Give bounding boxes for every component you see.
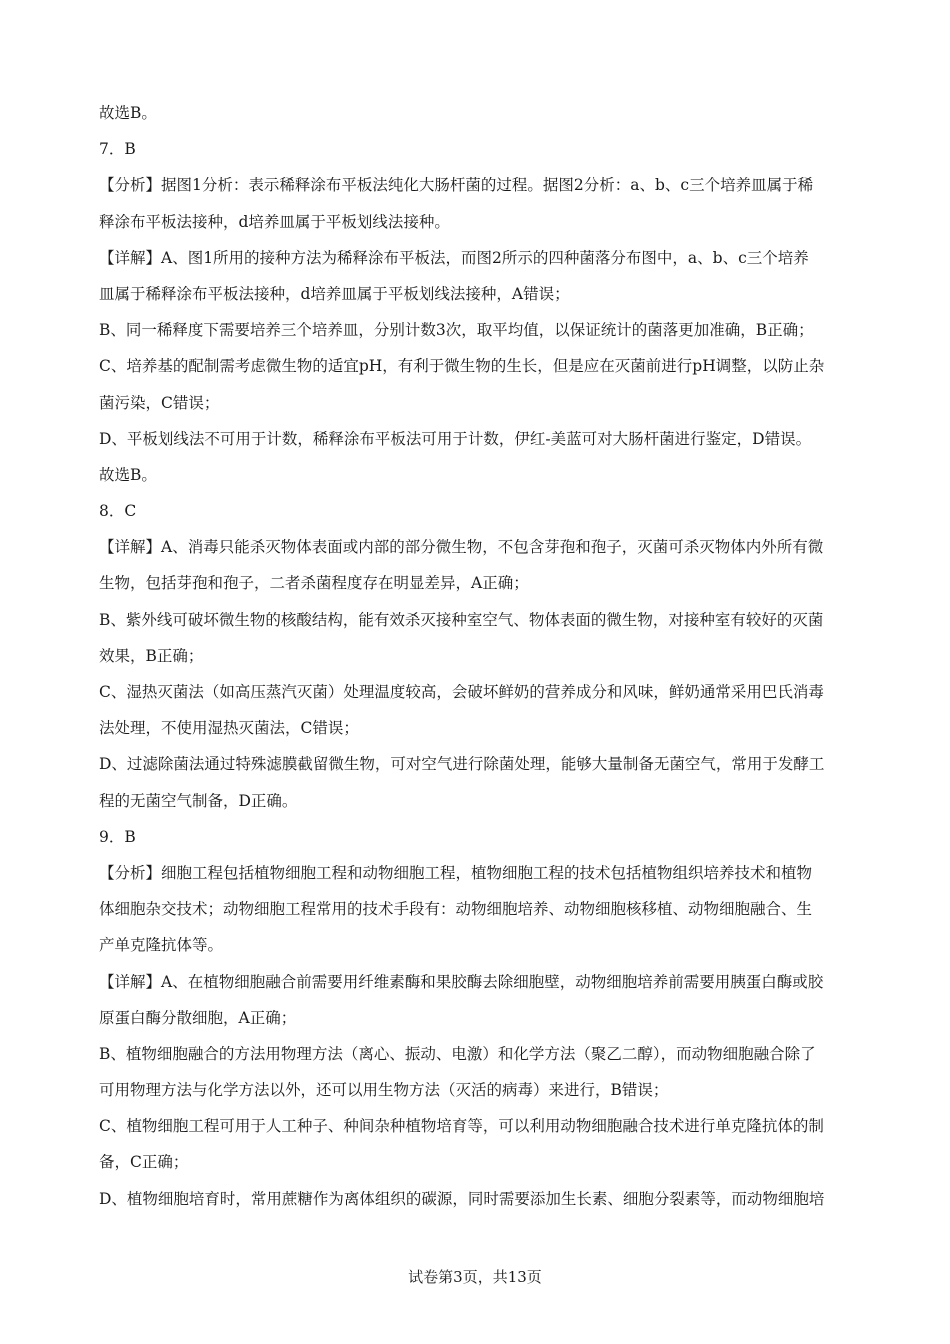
text-line: B、紫外线可破坏微生物的核酸结构，能有效杀灭接种室空气、物体表面的微生物，对接种室有较好的灭菌	[99, 610, 824, 629]
text-line: D、植物细胞培育时，常用蔗糖作为离体组织的碳源，同时需要添加生长素、细胞分裂素等，而动物细胞培	[99, 1189, 825, 1208]
text-line: C、湿热灭菌法（如高压蒸汽灭菌）处理温度较高，会破坏鲜奶的营养成分和风味，鲜奶通常采用巴氏消毒	[99, 683, 824, 701]
text-line: 产单克隆抗体等。	[99, 936, 224, 955]
page-footer: 试卷第3页，共13页	[408, 1268, 542, 1286]
question-number: 8．C	[99, 502, 137, 521]
text-line: 【详解】A、消毒只能杀灭物体表面或内部的部分微生物，不包含芽孢和孢子，灭菌可杀灭物体内外所有微	[99, 538, 824, 557]
text-line: 【详解】A、在植物细胞融合前需要用纤维素酶和果胶酶去除细胞壁，动物细胞培养前需要用胰蛋白酶或胶	[99, 972, 824, 991]
text-line: D、过滤除菌法通过特殊滤膜截留微生物，可对空气进行除菌处理，能够大量制备无菌空气，常用于发酵工	[99, 755, 825, 774]
text-line: 体细胞杂交技术；动物细胞工程常用的技术手段有：动物细胞培养、动物细胞核移植、动物细胞融合、生	[99, 900, 813, 919]
text-line: 可用物理方法与化学方法以外，还可以用生物方法（灭活的病毒）来进行，B错误；	[99, 1081, 669, 1100]
text-line: 程的无菌空气制备，D正确。	[99, 791, 298, 810]
text-line: 释涂布平板法接种，d培养皿属于平板划线法接种。	[99, 212, 450, 231]
text-line: B、同一稀释度下需要培养三个培养皿，分别计数3次，取平均值，以保证统计的菌落更加准确，B正确；	[99, 321, 814, 340]
text-line: 菌污染，C错误；	[99, 393, 220, 412]
text-line: 【分析】细胞工程包括植物细胞工程和动物细胞工程，植物细胞工程的技术包括植物组织培养技术和植物	[99, 863, 813, 882]
text-line: B、植物细胞融合的方法用物理方法（离心、振动、电激）和化学方法（聚乙二醇），而动物细胞融合除了	[99, 1044, 816, 1063]
text-line: 备，C正确；	[99, 1153, 189, 1172]
text-line: C、植物细胞工程可用于人工种子、种间杂种植物培育等，可以利用动物细胞融合技术进行单克隆抗体的制	[99, 1117, 824, 1136]
text-line: 故选B。	[99, 465, 157, 484]
question-number: 9．B	[99, 827, 136, 846]
text-line: 生物，包括芽孢和孢子，二者杀菌程度存在明显差异，A正确；	[99, 574, 529, 593]
text-line: 原蛋白酶分散细胞，A正确；	[99, 1008, 297, 1027]
text-line: 【详解】A、图1所用的接种方法为稀释涂布平板法，而图2所示的四种菌落分布图中，a、b、c三个培养	[99, 248, 809, 267]
text-line: 故选B。	[99, 104, 157, 122]
text-line: 【分析】据图1分析：表示稀释涂布平板法纯化大肠杆菌的过程。据图2分析：a、b、c三个培养皿属于稀	[99, 176, 814, 195]
text-line: C、培养基的配制需考虑微生物的适宜pH，有利于微生物的生长，但是应在灭菌前进行pH调整，以防止杂	[99, 357, 825, 376]
document-body	[99, 95, 857, 1217]
text-line: 效果，B正确；	[99, 646, 204, 665]
text-line: 皿属于稀释涂布平板法接种，d培养皿属于平板划线法接种，A错误；	[99, 284, 570, 303]
text-line: D、平板划线法不可用于计数，稀释涂布平板法可用于计数，伊红-美蓝可对大肠杆菌进行鉴定，D错误。	[99, 429, 812, 448]
text-line: 法处理，不使用湿热灭菌法，C错误；	[99, 719, 359, 738]
question-number: 7．B	[99, 140, 136, 159]
